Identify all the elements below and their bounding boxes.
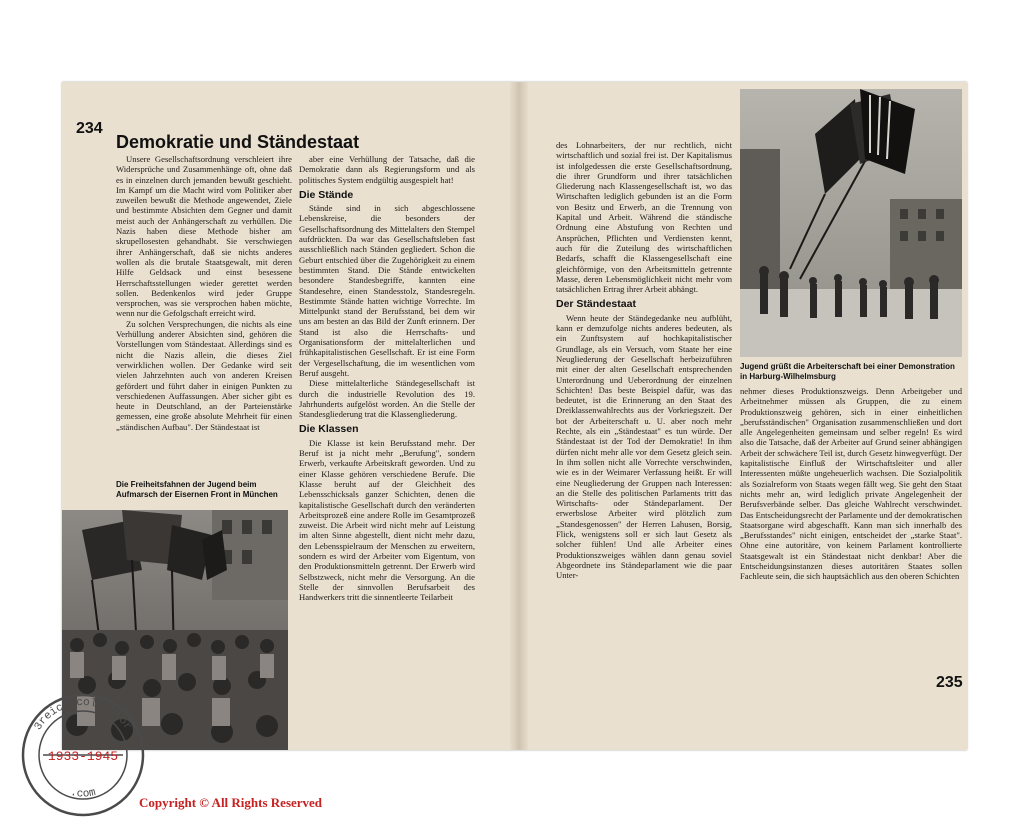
left-column-2 xyxy=(299,154,475,750)
svg-text:1933-1945: 1933-1945 xyxy=(47,749,119,764)
page-number-right: 235 xyxy=(936,674,963,691)
right-column-2 xyxy=(740,386,962,692)
page-title: Demokratie und Ständestaat xyxy=(116,132,360,152)
photo-demonstration-harburg xyxy=(740,89,962,357)
paragraph: Unsere Gesellschaftsordnung verschleiert ihre Widersprüche und Zusammenhänge oft, ohne daß es in einzelnen durch jemanden bewußt geschieht. Im Kampf um die Macht wird vom Politiker aber zuweilen bewußt die Methode angewendet, Ziele und bestimmte Absichten dem Gegner und damit meist auch der Anhängerschaft zu verhüllen. Die Nazis haben diese Methode bisher am skrupellosesten gehandhabt. Sie verschwiegen ihrer Anhängerschaft, daß sie nichts anderes wollen als die brutale Staatsgewalt, mit deren Hilfe Geldsack und einst besessene Herrschaftsstellungen wieder gerettet werden sollen. Bedenkenlos wird jeder Gruppe versprochen, was sie versprochen haben möchte, wenn nur die Gefolgschaft erreicht wird. xyxy=(116,154,292,319)
section-heading: Die Stände xyxy=(299,188,354,201)
section-heading: Die Klassen xyxy=(299,423,359,436)
paragraph: nehmer dieses Produktionszweigs. Denn Arbeitgeber und Arbeitnehmer müssen als Gruppen, die zu einem Produktionszweig gehören, sich in einer einheitlichen „berufsständischen" Organisation zusammenschließen und dort alle Angelegenheiten gemeinsam und selber regeln! Es wird also die Tatsache, daß der Arbeiter auf Grund seiner abhängigen Arbeit der schwächere Teil ist, durch Gesetz hinwegverfügt. Der kapitalistische Einfluß der Wirtschaftsleiter und aller Interessenten müßte ungeheuerlich wachsen. Die Sozialpolitik als Sozialreform von Staats wegen fällt weg. Sie geht den Staat nichts mehr an, wird lediglich private Angelegenheit der Berufsverbände selber. Das gleiche Wahlrecht verschwindet. Das Entscheidungsrecht der Parlamente und der demokratischen Staatsorgane wird abgeschafft. Kann man sich innerhalb des „Berufsstandes" nicht einigen, entscheidet der „starke Staat". Ohne eine autoritäre, von keinem Parlament kontrollierte Staatsgewalt ist ein Ständestaat nicht denkbar! Aber die Entscheidungsinstanzen dieses autoritären Staates sollen Fachleute sein, die sich hauptsächlich aus den oberen Schichten xyxy=(740,386,962,582)
paragraph: des Lohnarbeiters, der nur rechtlich, nicht wirtschaftlich und sozial frei ist. Der Kapitalismus ist infolgedessen die erste Gesellschaftsordnung, die ihrer Grundform und ihrer tatsächlichen Gliederung nach Klassengesellschaft ist, wo das Wirtschaften lediglich gebunden ist an die Form von Besitz und Erwerb, an die Trennung von Kapital und Arbeit. Während die ständische Ordnung eine Abstufung von Rechten und Ansprüchen, Pflichten und Verdiensten kennt, auch für die Zuteilung des wirtschaftlichen Bedarfs, schafft die Klassengesellschaft eine gleichförmige, von den Arbeitsmitteln getrennte Masse, deren Lebensmöglichkeit nicht mehr vom tatsächlichen Ertrag ihrer Arbeit abhängt. xyxy=(556,140,732,295)
svg-text:.com: .com xyxy=(69,786,97,801)
svg-text:3reich-collector: 3reich-collector xyxy=(32,696,134,733)
page-number-left: 234 xyxy=(76,120,103,137)
left-column-1 xyxy=(116,154,292,476)
watermark-stamp xyxy=(18,690,148,820)
section-heading: Der Ständestaat xyxy=(556,298,636,311)
right-column-1 xyxy=(556,140,732,750)
photo-caption-left: Die Freiheitsfahnen der Jugend beim Aufmarsch der Eisernen Front in München xyxy=(116,480,278,499)
paragraph: Die Klasse ist kein Berufsstand mehr. Der Beruf ist ja nicht mehr „Berufung", sondern Erwerb, verkaufte Arbeitskraft geworden. Und zu einer Klasse gehören verschiedene Berufe. Die Klasse beruht auf der Gleichheit des Lebensschicksals ganzer Schichten, denen die kapitalistische Gesellschaft durch den veränderten Arbeitsprozeß eine andere Rolle im Gesamtprozeß zuweist. Die Arbeit wird nicht mehr auf Leistung im alten Sinne abgestellt, dient nicht mehr dazu, den Lebensspielraum der Menschen zu erweitern, sondern es wird der Arbeiter vom Eigentum, von den Produktionsmitteln getrennt. Der Erwerb wird Selbstzweck, nicht mehr die Versorgung. An die Stelle der sinnvollen Berufsarbeit des Handwerkers tritt die sinnentleerte Teilarbeit xyxy=(299,437,475,603)
stamp-seal xyxy=(18,690,148,820)
paragraph: Wenn heute der Ständegedanke neu aufblüht, kann er demzufolge nichts anderes bedeuten, als ein Zunftsystem auf hochkapitalistischer Grundlage, als ein Versuch, vom Staate her eine Neugliederung der Gesellschaft herbeizuführen mit einer der alten Gesellschaft entsprechenden Unterordnung und Ueberordnung der einzelnen Schichten! Das beste Beispiel dafür, was das bedeutet, ist die Erinnerung an den Staat des Dreiklassenwahlrechts aus der Vorkriegszeit. Der bot der Arbeiterschaft u. U. aber noch mehr Rechte, als ein „Ständestaat" es tun würde. Der Ständestaat ist der Tod der Demokratie! In ihm dürfen nicht mehr alle vor dem Gesetz gleich sein. In ihm sollen nicht alle Vorrechte verschwinden, wie es in der Weimarer Verfassung heißt. Er will eine Neugliederung der Gruppen nach Interessen: an die Stelle des politischen Parlaments tritt das Wirtschafts- oder Ständeparlament. Der erwerbslose Arbeiter wird plötzlich zum „Standesgenossen" der Herren Lahusen, Borsig, Flick, wenigstens soll er sich laut Gesetz als solcher fühlen! Und alle Arbeiter eines Produktionszweiges wählen dann genau soviel Abgeordnete ins Ständeparlament wie die paar Unter- xyxy=(556,312,732,581)
photo-image xyxy=(740,89,962,357)
paragraph: aber eine Verhüllung der Tatsache, daß die Demokratie dann als Regierungsform und als politisches System endgültig ausgespielt hat! xyxy=(299,154,475,185)
paragraph: Zu solchen Versprechungen, die nichts als eine Verhüllung anderer Absichten sind, gehören die Vorstellungen vom Ständestaat. Allerdings sind es nicht die Nazis allein, die dieses Ziel verwirklichen wollen. Der Gedanke wird seit vielen Jahrzehnten auch von anderen Kreisen gefördert und führt daher in einigen Punkten zu verschiedenen Auffassungen. Aber sicher gibt es heute in Deutschland, an der Parteienstärke gemessen, eine große absolute Mehrheit für einen „ständischen Aufbau". Der Ständestaat ist xyxy=(116,318,292,432)
book-gutter xyxy=(510,82,528,750)
copyright-notice: Copyright © All Rights Reserved xyxy=(139,795,323,810)
paragraph: Stände sind in sich abgeschlossene Lebenskreise, die besonders der Gesellschaftsordnung des Mittelalters den Stempel aufdrückten. Da war das Gesellschaftsleben fast ausschließlich nach Ständen gegliedert. Schon die Geburt entschied über die Zugehörigkeit zu einem bestimmten Stand. Die Stände entwickelten besondere Standesbegriffe, kannten eine Standesehre, einen Standesstolz, Standesregeln. Bestimmte Stände hatten wichtige Vorrechte. Im Mittelpunkt stand der Berufsstand, bei dem wir uns am besten an das Bild der Zunft erinnern. Der Stand ist also die Herrschafts- und Organisationsform der mittelalterlichen und frühkapitalistischen Gesellschaft. Er ist eine Form der Vergesellschaftung, die im wesentlichen vom Beruf ausgeht. xyxy=(299,203,475,378)
photo-caption-right: Jugend grüßt die Arbeiterschaft bei einer Demonstration in Harburg-Wilhelmsburg xyxy=(740,362,955,381)
book-spread xyxy=(62,82,967,750)
paragraph: Diese mittelalterliche Ständegesellschaft ist durch die industrielle Revolution des 19. Jahrhunderts aufgelöst worden. An die Stelle der Standesgliederung trat die Klassengliederung. xyxy=(299,378,475,420)
